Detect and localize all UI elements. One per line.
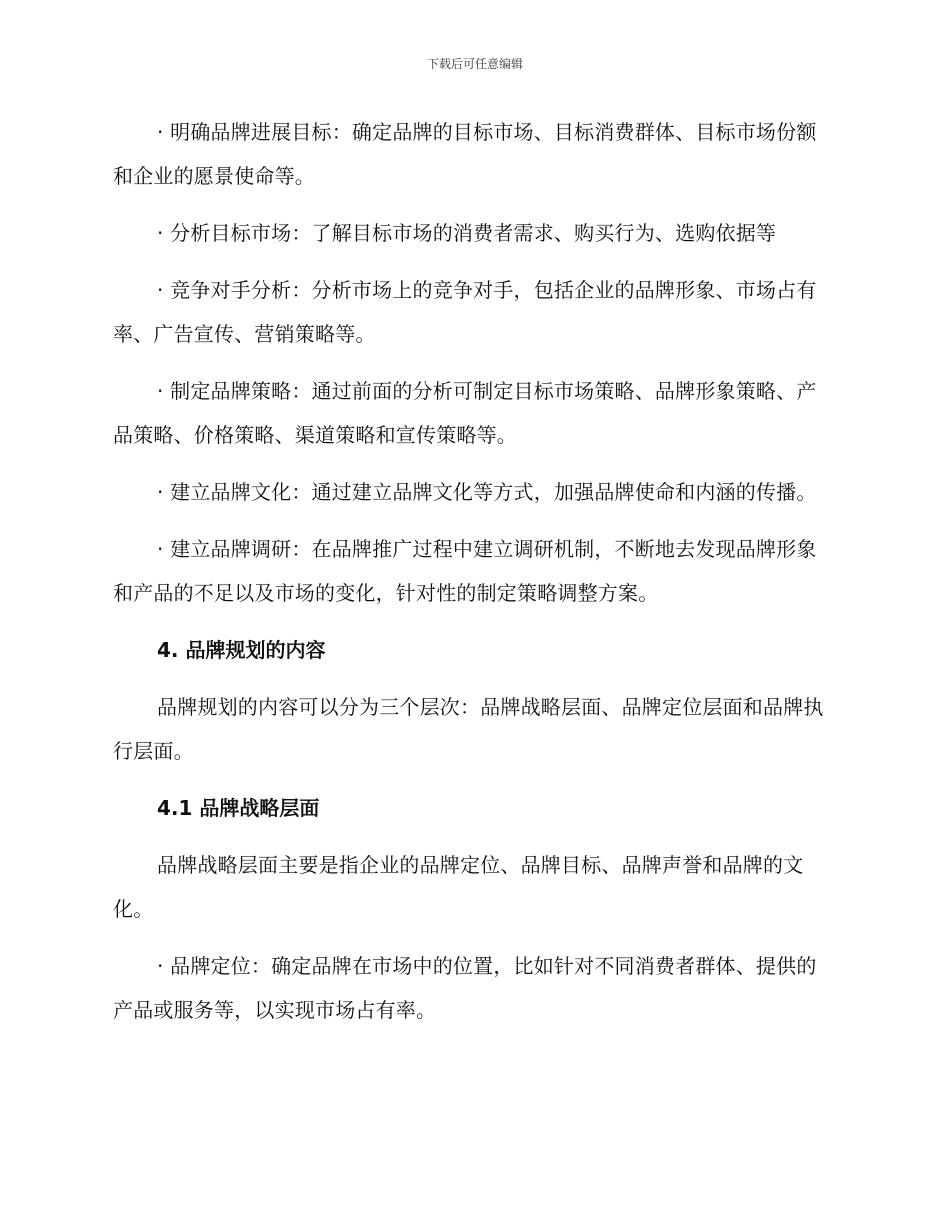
bullet-paragraph-brand-goal: · 明确品牌进展目标：确定品牌的目标市场、目标消费群体、目标市场份额和企业的愿景使命等。 (113, 120, 817, 188)
section-heading-brand-strategy-level: 4.1 品牌战略层面 (157, 796, 320, 820)
bullet-paragraph-brand-strategy: · 制定品牌策略：通过前面的分析可制定目标市场策略、品牌形象策略、产品策略、价格策略、渠道策略和宣传策略等。 (113, 379, 817, 447)
paragraph-strategy-level: 品牌战略层面主要是指企业的品牌定位、品牌目标、品牌声誉和品牌的文化。 (113, 853, 804, 921)
section-heading-brand-planning-content: 4. 品牌规划的内容 (157, 638, 326, 662)
paragraph-planning-levels: 品牌规划的内容可以分为三个层次：品牌战略层面、品牌定位层面和品牌执行层面。 (113, 695, 824, 763)
bullet-paragraph-brand-research: · 建立品牌调研：在品牌推广过程中建立调研机制，不断地去发现品牌形象和产品的不足以及市场的变化，针对性的制定策略调整方案。 (113, 537, 817, 605)
bullet-paragraph-brand-culture: · 建立品牌文化：通过建立品牌文化等方式，加强品牌使命和内涵的传播。 (157, 480, 817, 504)
bullet-paragraph-competitor-analysis: · 竞争对手分析：分析市场上的竞争对手，包括企业的品牌形象、市场占有率、广告宣传、营销策略等。 (113, 278, 817, 346)
bullet-paragraph-brand-positioning: · 品牌定位：确定品牌在市场中的位置，比如针对不同消费者群体、提供的产品或服务等，以实现市场占有率。 (113, 954, 817, 1022)
document-body (113, 110, 829, 1032)
bullet-paragraph-target-market: · 分析目标市场：了解目标市场的消费者需求、购买行为、选购依据等 (157, 221, 777, 245)
page-header-note: 下载后可任意编辑 (426, 57, 523, 71)
